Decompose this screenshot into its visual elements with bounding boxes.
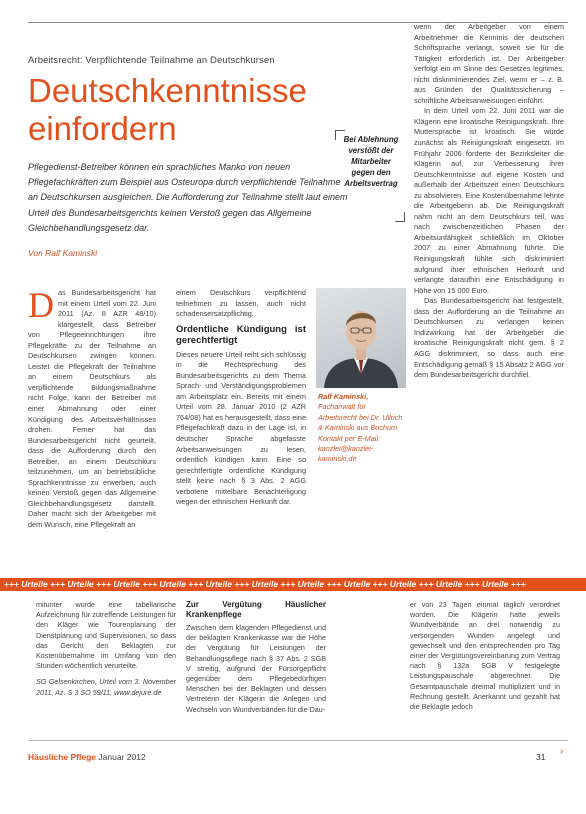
drop-cap: D: [28, 285, 54, 325]
bottom-column-1: [36, 600, 176, 698]
column-2-text-top: einem Deutschkurs verpflichtend teilnehmen zu lassen, auch nicht schadensersatzpflichtig.: [176, 288, 306, 319]
bottom-col1-text: mitunter wurde eine tabellarische Aufzeichnung für zutreffende Leistungen für den Kläger wie Tourenplanung der Dienstplanung und Supervisionen, so dass das Gericht den Beklagten zur Kostenübernahme im Umfang von den Stunden wöchentlich verurteilte.: [36, 600, 176, 671]
next-page-arrow-icon[interactable]: ›: [560, 746, 564, 757]
pull-quote: [335, 130, 405, 222]
footer-brand: Häusliche Pflege: [28, 752, 97, 762]
bottom-col2-subhead: Zur Vergütung Häuslicher Krankenpflege: [186, 600, 326, 619]
author-photo: [316, 288, 406, 388]
column-1-text: as Bundesarbeitsgericht hat mit einem Urteil vom 22. Juni 2011 (Az. 8 AZR 48/10) klargestellt, dass Betreiber von Pflegeeinrichtungen ihre Pflegekräfte zu der Teilnahme an Deutschkursen zwingen können. Leistet die Pflegekraft der Teilnahme an einem Deutschkurs als verpflichtende Bildungsmaßnahme nicht Folge, kann der Betreiber mit einer Abmahnung oder einer Kündigung des Arbeitsverhältnisses drohen. Ferner hat das Bundesarbeitsgericht nicht geurteilt, dass die Aufforderung durch den Betreiber, an einem Deutschkurs teilzunehmen, um an betriebsübliche Sprachkenntnisse zu erwerben, auch keinen Verstoß gegen das Allgemeine Gleichbehandlungsgesetz darstellt. Daher macht sich der Arbeitgeber mit dem Wunsch, eine Pflegekraft an: [28, 288, 156, 530]
page-number: 31: [536, 752, 546, 762]
kicker: Arbeitsrecht: Verpflichtende Teilnahme an Deutschkursen: [28, 55, 275, 66]
page-title: [28, 72, 307, 148]
article-column-3: [414, 22, 564, 381]
urteile-banner: [0, 578, 586, 591]
bottom-col3-text: er von 23 Tagen einmal täglich verordnet worden. Die Klägerin hatte jeweils Wundverbände an drei notwendig zu versorgenden Wunden angelegt und gewechselt und den entsprechenden pro Tag einer der Vergütungsvereinbarung zum Vertrag nach § 132a SGB V festgelegte Leistungspauschale abgerechnet. Die Gesamtpauschale dreimal multipliziert und in Rechnung gestellt. Anerkannt und gezahlt hat die Beklagte jedoch: [410, 600, 560, 712]
banner-text: +++ Urteile +++ Urteile +++ Urteile +++ Urteile +++ Urteile +++ Urteile +++ Urteile +++ Urteile +++ Urteile +++ Urteile +++ Urteile +++: [4, 579, 526, 589]
quote-corner-bottom-right: [395, 212, 405, 222]
author-byline: Von Ralf Kaminski: [28, 248, 98, 258]
article-column-1: [28, 285, 156, 531]
column-3-text-b: In dem Urteil vom 22. Juni 2011 war die Klägerin eine kroatische Reinigungskraft. Ihre Muttersprache ist kroatisch. Sie wurde zunächst als Reinigungskraft eingesetzt. Im Frühjahr 2006 forderte der Bezirksleiter die Klägerin auf, zur Verbesserung ihrer Deutschkenntnisse auf eigene Kosten und außerhalb der Arbeitszeit einen Deutschkurs zu absolvieren. Eine Kostenübernahme lehnte die Arbeitgeberin ab. Die Reinigungskraft nahm nicht an dem Deutschkurs teil, was nach zwischenzeitlichen Phasen der Arbeitsunfähigkeit schließlich im Oktober 2007 zu einer Abmahnung führte. Die Reinigungskraft fühlte sich diskriminiert aufgrund ihrer ethnischen Herkunft und verlangte daraufhin eine Entschädigung in Höhe von 15 000 Euro.: [414, 106, 564, 295]
pull-quote-text: Bei Ablehnung verstößt der Mitarbeiter gegen den Arbeitsvertrag: [343, 135, 399, 188]
bottom-column-2: [186, 600, 326, 715]
column-2-text-bottom: Dieses neuere Urteil reiht sich schlüssig in die Rechtsprechung des Bundesarbeitsgerichts zu dem Thema Sprach- und Verständigungsproblemen am Arbeitsplatz ein. Bereits mit einem Urteil vom 28. Januar 2010 (2 AZR 764/08) hat es herausgestellt, dass eine Pflegefachkraft dazu in der Lage ist, in deutscher Sprache abgefasste Arbeitsanweisungen zu lesen, ordentlich kündigen kann. Eine so gerechtfertigte ordentliche Kündigung stellt keine nach § 3 Abs. 2 AGG verbotene mittelbare Benachteiligung wegen der ethnischen Herkunft dar.: [176, 349, 306, 507]
footer-issue: Januar 2012: [98, 752, 146, 762]
column-3-text-a: wenn der Arbeitgeber von einem Arbeitnehmer die Kenntnis der deutschen Schriftsprache verlangt, soweit sie für die Tätigkeit erforderlich ist. Der Arbeitgeber verfolgt ein im Sinne des Gesetzes legitimes, nicht diskriminierendes Ziel, wenn er – z. B. aus Gründen der Qualitätssicherung – schriftliche Arbeitsanweisungen einführt.: [414, 22, 564, 105]
lead-paragraph: Pflegedienst-Betreiber können ein sprachliches Manko von neuen Pflegefachkräften zum Beispiel aus Osteuropa durch verpflichtende Teilnahme an Deutschkursen ausgleichen. Die Aufforderung zur Teilnahme stellt laut einem Urteil des Bundesarbeitsgerichts keinen Verstoß gegen das Allgemeine Gleichbehandlungsgesetz dar.: [28, 162, 348, 233]
title-line-2: einfordern: [28, 110, 177, 147]
portrait-illustration: [316, 288, 406, 388]
bottom-col2-text: Zwischen dem klagenden Pflegedienst und der beklagten Krankenkasse war die Höhe der Vergütung für Leistungen der Behandlungspflege nach § 37 Abs. 2 SGB V streitig, aufgrund der Fürsorgepflicht gegenüber dem Pflegebedürftigen Menschen bei der Beklagten und dessen Vertreterin der Klägerin die Anlegen und Wechseln von Wundverbänden für die Dau-: [186, 623, 326, 714]
footer-rule: [28, 740, 568, 741]
bottom-column-3: [410, 600, 560, 712]
title-line-1: Deutschkenntnisse: [28, 72, 307, 109]
column-3-text-c: Das Bundesarbeitsgericht hat festgestellt, dass der Aufforderung an die Teilnahme an Deutschkursen zu verlangen keinen Indizwirkung hat der Arbeitgeber die kroatische Reinigungskraft nicht gem. § 2 AGG diskriminiert, so dass auch eine Entschädigung gemäß § 15 Absatz 2 AGG vor dem Bundesarbeitsgericht durchfiel.: [414, 296, 564, 380]
article-column-2: [176, 288, 306, 508]
caption-name: Ralf Kaminski,: [318, 392, 369, 401]
photo-caption: [318, 392, 404, 465]
footer: [28, 752, 146, 762]
caption-text: Fachanwalt für Arbeitsrecht bei Dr. Ullrich & Kaminski aus Bochum. Kontakt per E-Mail: kanzlei@kanzlei-kaminski.de: [318, 402, 403, 464]
section-subhead: Ordentliche Kündigung ist gerechtfertigt: [176, 323, 306, 347]
bottom-col1-citation: SG Gelsenkirchen, Urteil vom 3. November 2011, Az. S 3 SO 59/11, www.dejure.de: [36, 677, 176, 697]
